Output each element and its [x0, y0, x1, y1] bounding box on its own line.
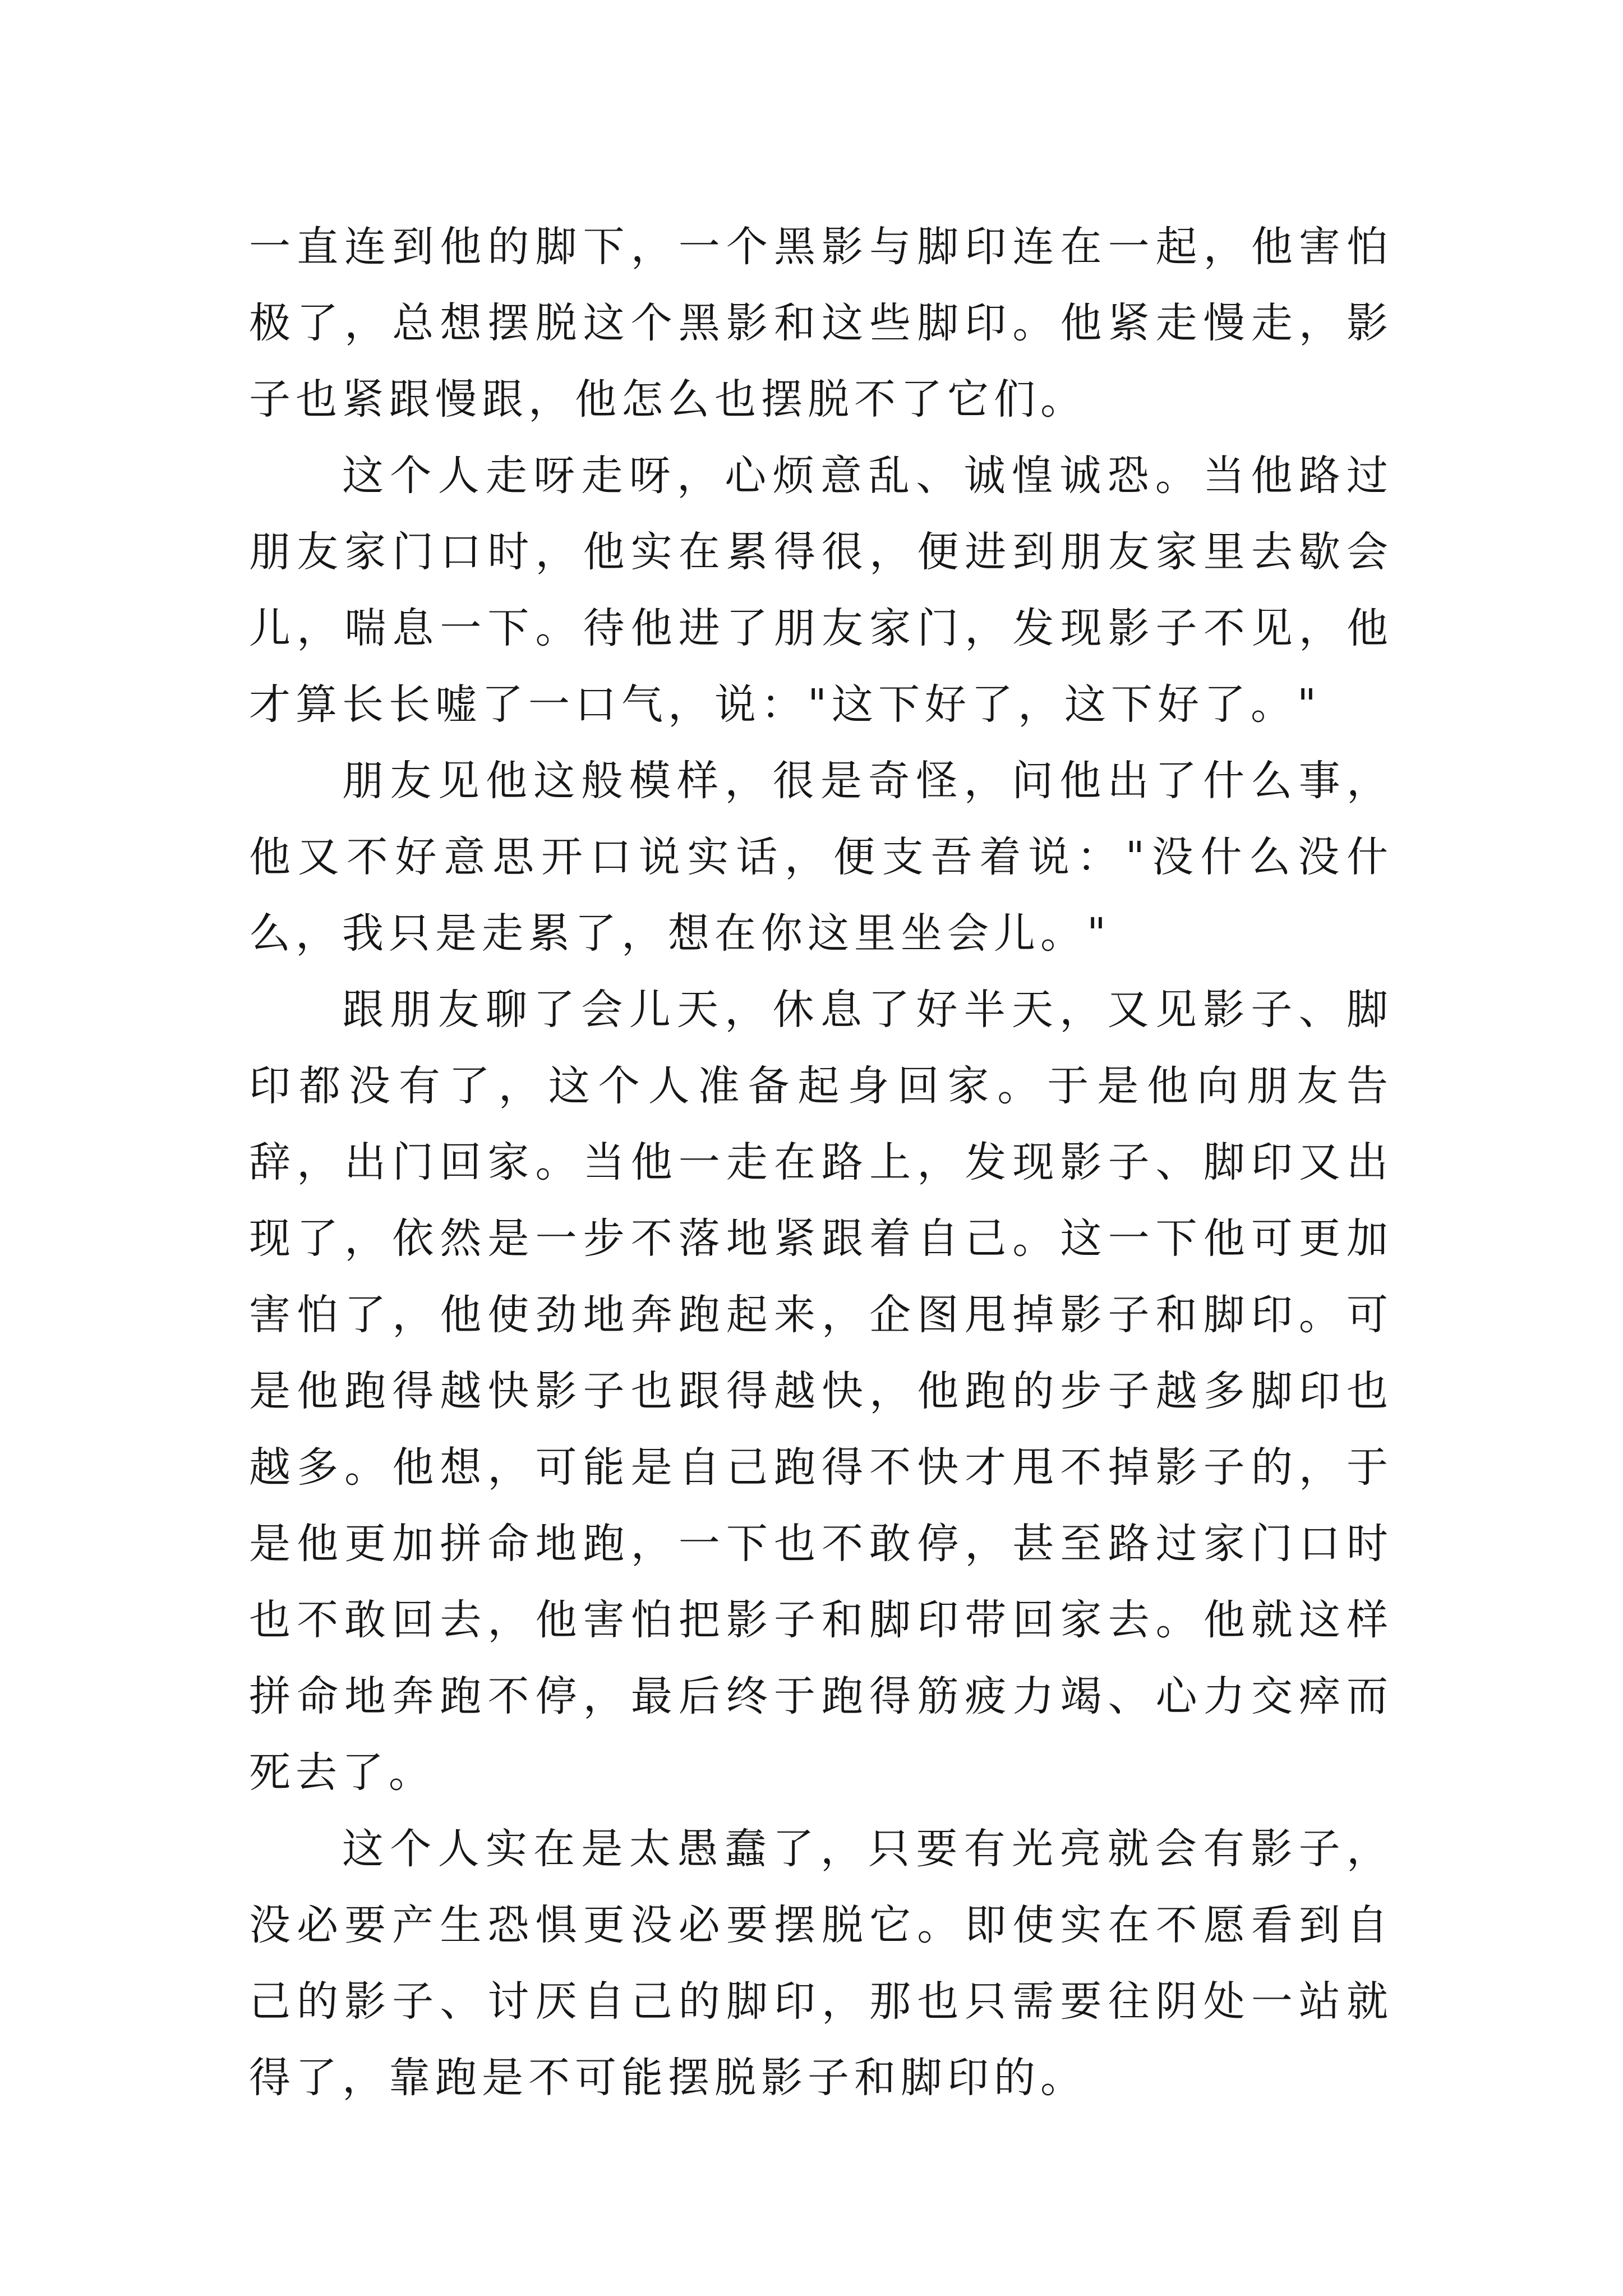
paragraph-continued: 一直连到他的脚下，一个黑影与脚印连在一起，他害怕极了，总想摆脱这个黑影和这些脚印。他紧走慢走，影子也紧跟慢跟，他怎么也摆脱不了它们。 — [249, 223, 1393, 424]
paragraph: 这个人实在是太愚蠢了，只要有光亮就会有影子，没必要产生恐惧更没必要摆脱它。即使实在不愿看到自己的影子、讨厌自己的脚印，那也只需要往阴处一站就得了，靠跑是不可能摆脱影子和脚印的。 — [249, 1825, 1393, 2102]
paragraph: 这个人走呀走呀，心烦意乱、诚惶诚恐。当他路过朋友家门口时，他实在累得很，便进到朋友家里去歇会儿，喘息一下。待他进了朋友家门，发现影子不见，他才算长长嘘了一口气，说："这下好了，这下好了。" — [249, 452, 1393, 729]
paragraph: 朋友见他这般模样，很是奇怪，问他出了什么事，他又不好意思开口说实话，便支吾着说："没什么没什么，我只是走累了，想在你这里坐会儿。" — [249, 757, 1393, 958]
paragraph: 跟朋友聊了会儿天，休息了好半天，又见影子、脚印都没有了，这个人准备起身回家。于是他向朋友告辞，出门回家。当他一走在路上，发现影子、脚印又出现了，依然是一步不落地紧跟着自己。这一下他可更加害怕了，他使劲地奔跑起来，企图甩掉影子和脚印。可是他跑得越快影子也跟得越快，他跑的步子越多脚印也越多。他想，可能是自己跑得不快才甩不掉影子的，于是他更加拼命地跑，一下也不敢停，甚至路过家门口时也不敢回去，他害怕把影子和脚印带回家去。他就这样拼命地奔跑不停，最后终于跑得筋疲力竭、心力交瘁而死去了。 — [249, 986, 1393, 1797]
body-text — [249, 209, 1393, 2116]
